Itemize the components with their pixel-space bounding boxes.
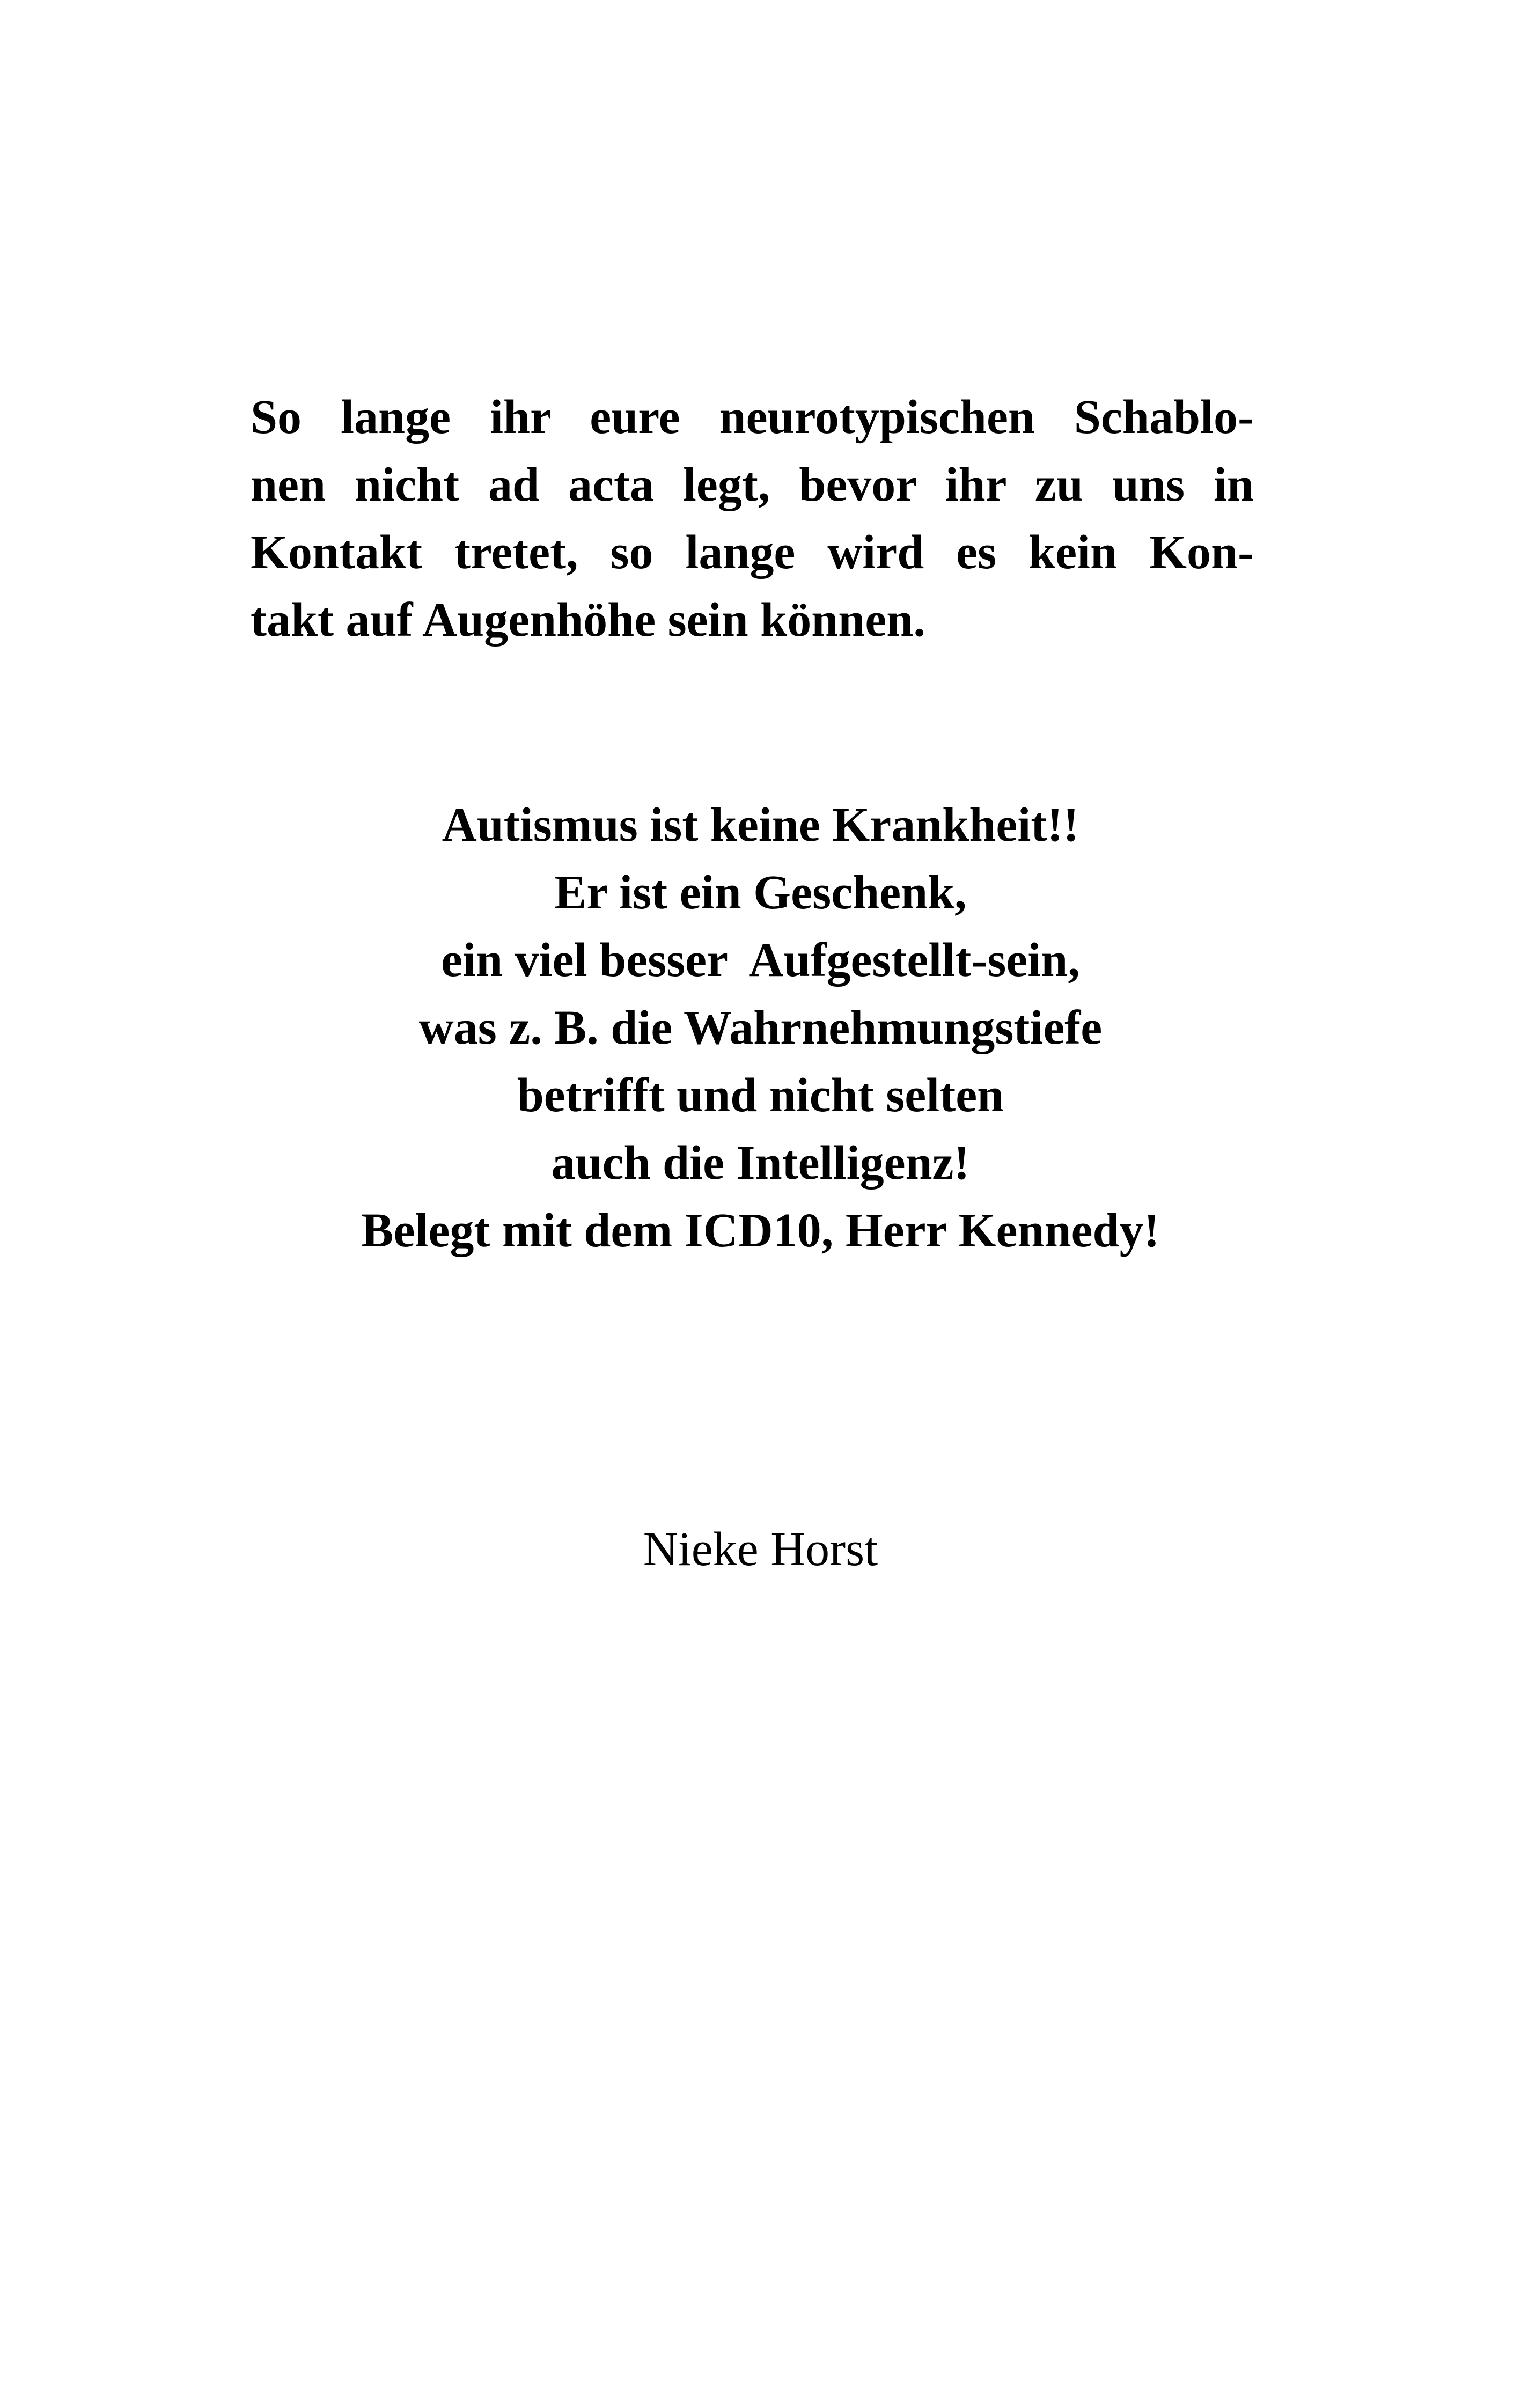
intro-line: nen nicht ad acta legt, bevor ihr zu uns in xyxy=(251,458,1254,511)
statement-line: Belegt mit dem ICD10, Herr Kennedy! xyxy=(361,1204,1160,1257)
intro-line: Kontakt tretet, so lange wird es kein Kon- xyxy=(251,526,1254,579)
intro-line: takt auf Augenhöhe sein können. xyxy=(251,593,925,647)
statement-line: ein viel besser Aufgestellt-sein, xyxy=(441,934,1080,987)
author-name: Nieke Horst xyxy=(643,1523,878,1576)
intro-paragraph xyxy=(251,384,1254,654)
statement-line: Er ist ein Geschenk, xyxy=(554,866,967,919)
statement-line: Autismus ist keine Krankheit!! xyxy=(442,798,1079,851)
statement-line: was z. B. die Wahrnehmungstiefe xyxy=(418,1001,1103,1054)
statement-block xyxy=(0,791,1521,1265)
intro-line: So lange ihr eure neurotypischen Schablo- xyxy=(251,391,1254,444)
statement-line: betrifft und nicht selten xyxy=(517,1069,1004,1122)
statement-line: auch die Intelligenz! xyxy=(551,1136,970,1190)
